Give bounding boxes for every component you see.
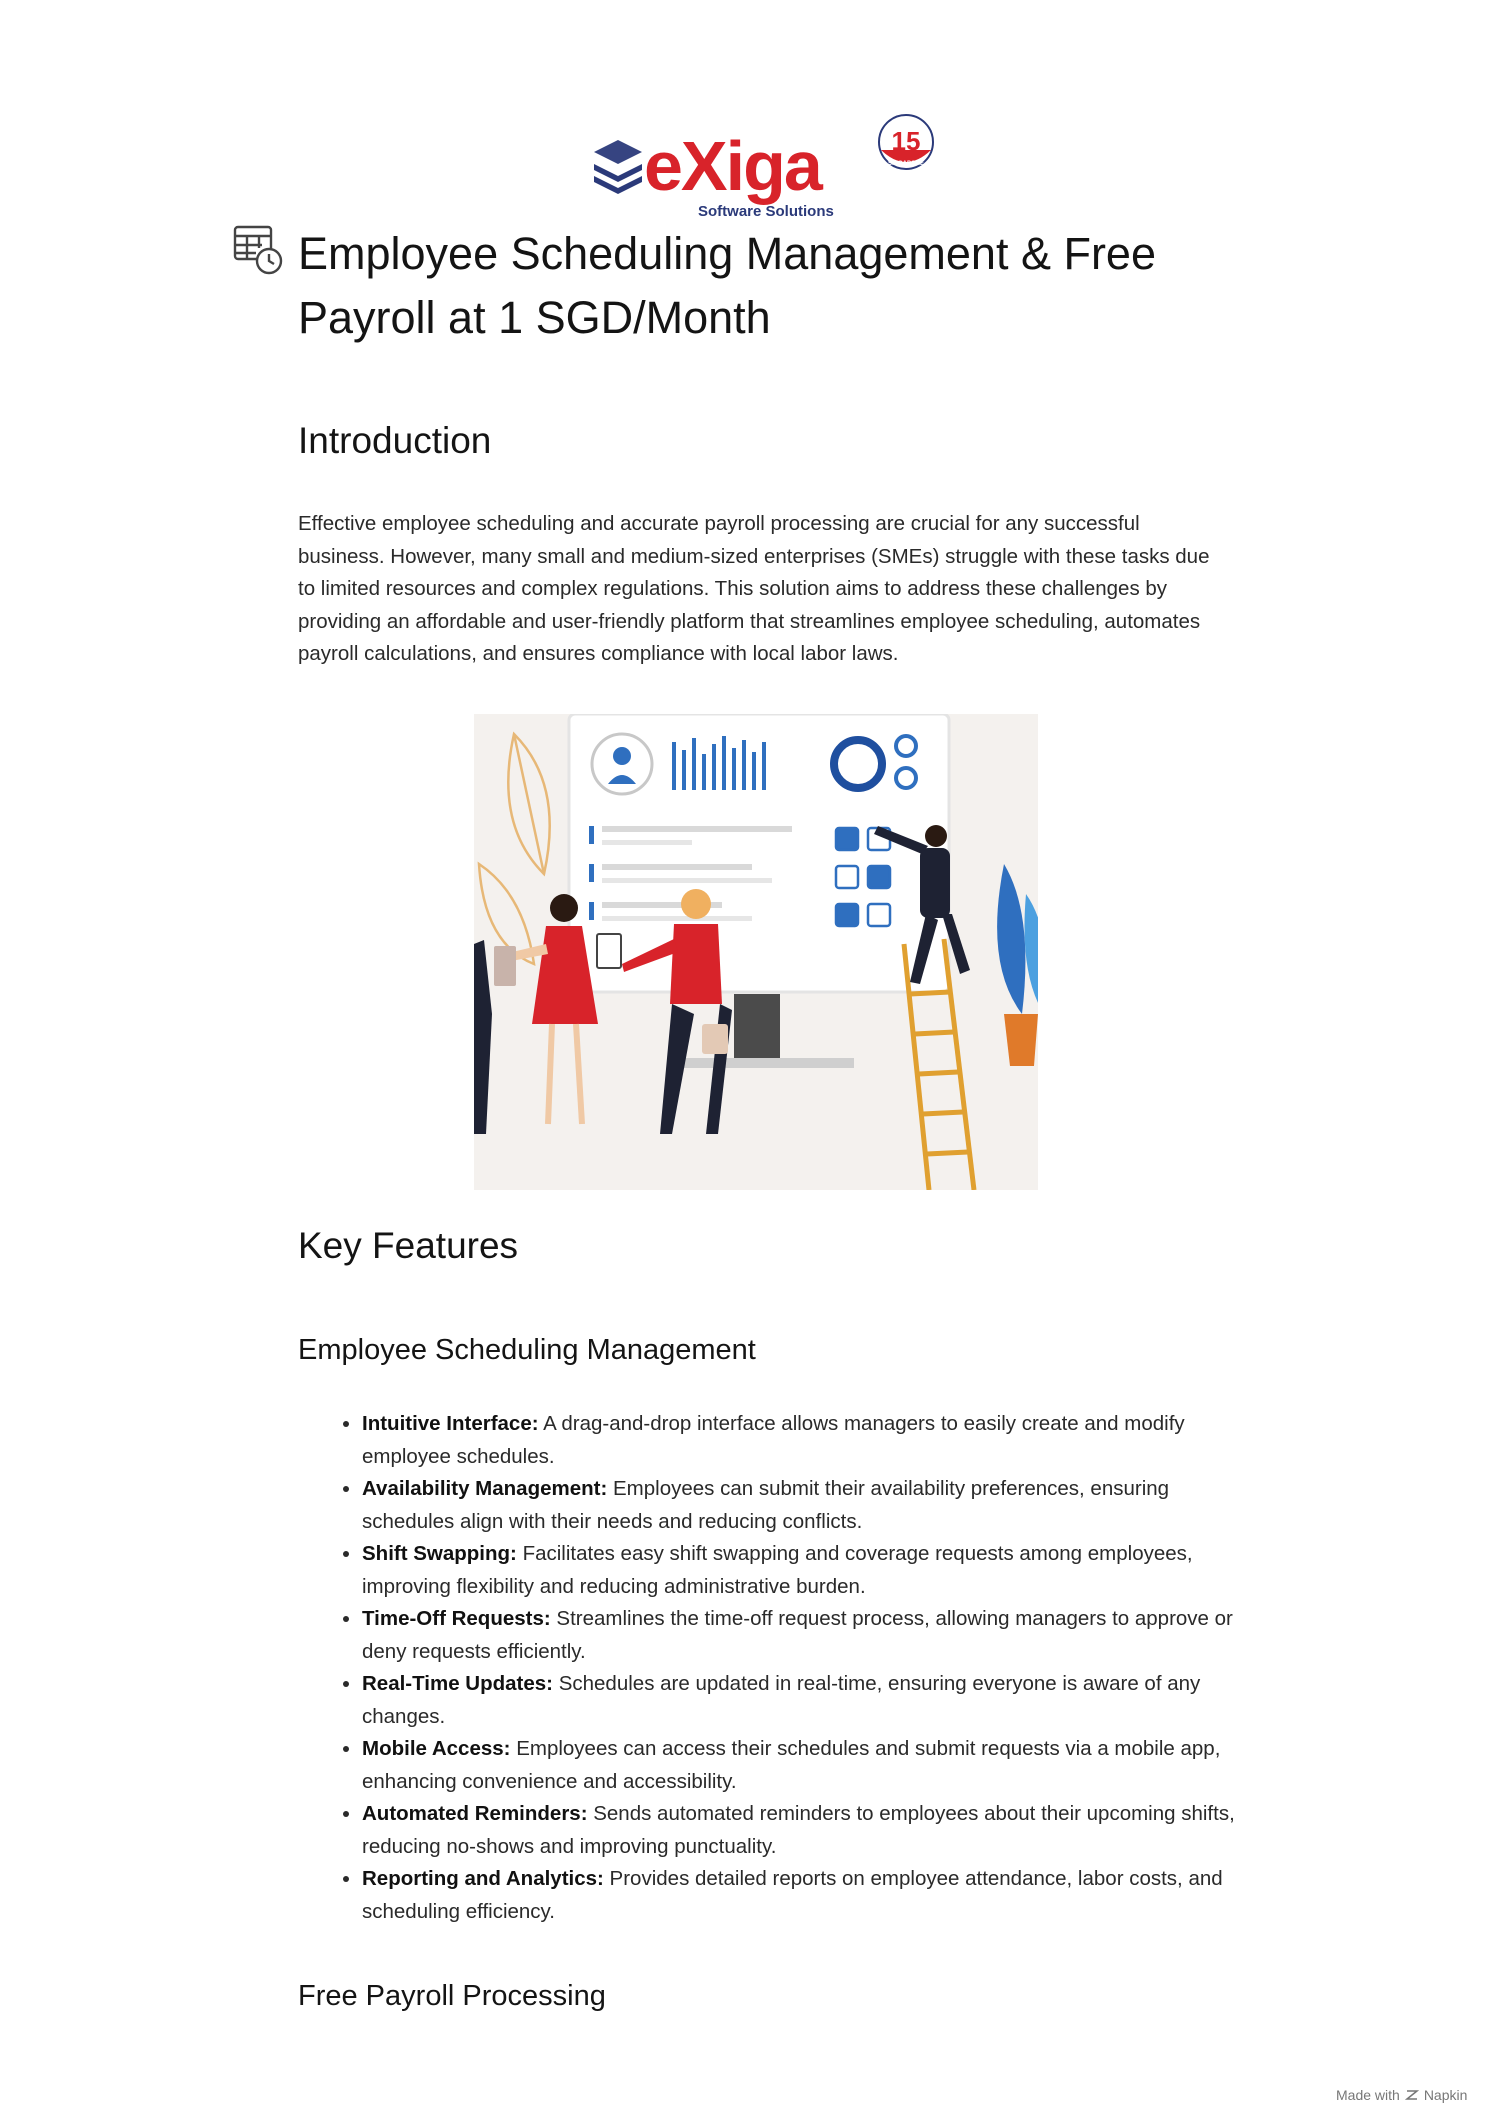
- made-with-napkin[interactable]: [1336, 2087, 1467, 2103]
- napkin-brand-label: Napkin: [1423, 2087, 1468, 2103]
- list-item: • Automated Reminders: Sends automated reminders to employees about their upcoming shifts, reducing no-shows and improving punctuality.: [362, 1798, 1242, 1863]
- payroll-heading: Free Payroll Processing: [298, 1980, 606, 2012]
- list-item: • Shift Swapping: Facilitates easy shift swapping and coverage requests among employees, improving flexibility and reducing administrative burden.: [362, 1538, 1242, 1603]
- list-item: • Time-Off Requests: Streamlines the time-off request process, allowing managers to approve or deny requests efficiently.: [362, 1603, 1242, 1668]
- svg-text:15: 15: [891, 126, 921, 156]
- introduction-heading: Introduction: [298, 420, 492, 461]
- napkin-logo-icon: [1405, 2088, 1419, 2102]
- exiga-logo: [588, 112, 948, 222]
- scheduling-heading: Employee Scheduling Management: [298, 1334, 756, 1366]
- calendar-table-clock-icon: [232, 224, 284, 276]
- key-features-heading: Key Features: [298, 1225, 519, 1266]
- introduction-paragraph: Effective employee scheduling and accurate payroll processing are crucial for any successful business. However, many small and medium-sized enterprises (SMEs) struggle with these tasks due to limited resources and complex regulations. This solution aims to address these challenges by providing an affordable and user-friendly platform that streamlines employee scheduling, automates payroll calculations, and ensures compliance with local labor laws.: [298, 512, 1210, 665]
- anniversary-badge-icon: [879, 115, 933, 169]
- page-title: Employee Scheduling Management & Free Payroll at 1 SGD/Month: [298, 228, 1156, 343]
- logo-tagline: Software Solutions: [698, 203, 834, 220]
- svg-text:SINGAPORE: SINGAPORE: [887, 161, 925, 167]
- list-item: • Reporting and Analytics: Provides detailed reports on employee attendance, labor costs, and scheduling efficiency.: [362, 1863, 1242, 1928]
- made-with-label: Made with: [1336, 2087, 1400, 2103]
- list-item: • Intuitive Interface: A drag-and-drop interface allows managers to easily create and modify employee schedules.: [362, 1408, 1242, 1473]
- team-scheduling-illustration: [474, 714, 1038, 1190]
- logo-wordmark: eXiga: [644, 127, 821, 205]
- scheduling-features-list: [340, 1408, 1242, 1928]
- list-item: • Mobile Access: Employees can access their schedules and submit requests via a mobile app, enhancing convenience and accessibility.: [362, 1733, 1242, 1798]
- list-item: • Availability Management: Employees can submit their availability preferences, ensuring schedules align with their needs and reducing conflicts.: [362, 1473, 1242, 1538]
- list-item: • Real-Time Updates: Schedules are updated in real-time, ensuring everyone is aware of any changes.: [362, 1668, 1242, 1733]
